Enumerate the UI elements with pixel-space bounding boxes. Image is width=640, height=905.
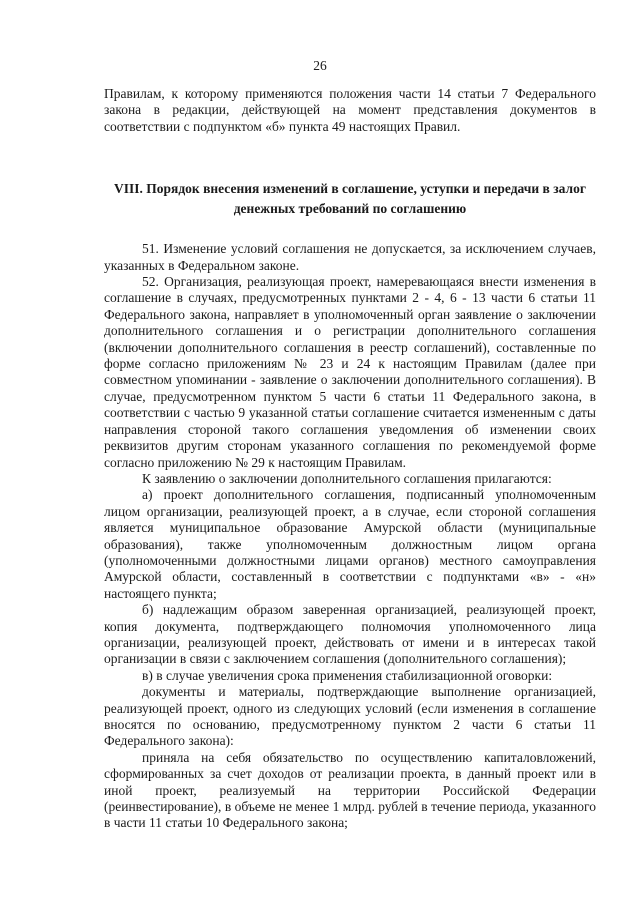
paragraph-documents: документы и материалы, подтверждающие выполнение организацией, реализующей проект, одного из следующих условий (если изменения в соглашение вносятся по основанию, предусмотренному пунктом 2 части 6 статьи 11 Федерального закона):: [104, 684, 596, 749]
section-heading: VIII. Порядок внесения изменений в соглашение, уступки и передачи в залог денежных требований по соглашению: [114, 181, 586, 217]
subparagraph-v: в) в случае увеличения срока применения стабилизационной оговорки:: [142, 667, 553, 683]
document-body: [104, 86, 596, 832]
paragraph-51: 51. Изменение условий соглашения не допускается, за исключением случаев, указанных в Федеральном законе.: [104, 241, 596, 273]
subparagraph-b: б) надлежащим образом заверенная организацией, реализующей проект, копия документа, подтверждающего полномочия уполномоченного лица организации, реализующей проект, действовать от имени и в интересах такой организации в связи с заключением соглашения (дополнительного соглашения);: [104, 602, 596, 667]
paragraph-continuation: Правилам, к которому применяются положения части 14 статьи 7 Федерального закона в редакции, действующей на момент представления документов в соответствии с подпунктом «б» пункта 49 настоящих Правил.: [104, 86, 596, 134]
paragraph-52: 52. Организация, реализующая проект, намеревающаяся внести изменения в соглашение в случаях, предусмотренных пунктами 2 - 4, 6 - 13 части 6 статьи 11 Федерального закона, направляет в уполномоченный орган заявление о заключении дополнительного соглашения и о регистрации дополнительного соглашения (включении дополнительного соглашения в реестр соглашений), составленные по форме согласно приложениям № 23 и 24 к настоящим Правилам (далее при совместном упоминании - заявление о заключении дополнительного соглашения). В случае, предусмотренном пунктом 5 части 6 статьи 11 Федерального закона, в соответствии с частью 9 указанной статьи соглашение считается измененным с даты направления стороной такого соглашения уведомления об изменении своих реквизитов другим сторонам указанного соглашения по рекомендуемой форме согласно приложению № 29 к настоящим Правилам.: [104, 274, 596, 470]
page-number: 26: [313, 58, 327, 73]
subparagraph-a: а) проект дополнительного соглашения, подписанный уполномоченным лицом организации, реализующей проект, а в случае, если стороной соглашения является муниципальное образование Амурской области (муниципальные образования), также уполномоченным должностным лицом органа (уполномоченными должностными лицами органов) местного самоуправления Амурской области, составленный в соответствии с подпунктами «в» - «н» настоящего пункта;: [104, 487, 596, 601]
paragraph-attachments-intro: К заявлению о заключении дополнительного соглашения прилагаются:: [142, 470, 552, 486]
paragraph-reinvestment: приняла на себя обязательство по осуществлению капиталовложений, сформированных за счет доходов от реализации проекта, в данный проект или в иной проект, реализуемый на территории Российской Федерации (реинвестирование), в объеме не менее 1 млрд. рублей в течение периода, указанного в части 11 статьи 10 Федерального закона;: [104, 749, 596, 831]
